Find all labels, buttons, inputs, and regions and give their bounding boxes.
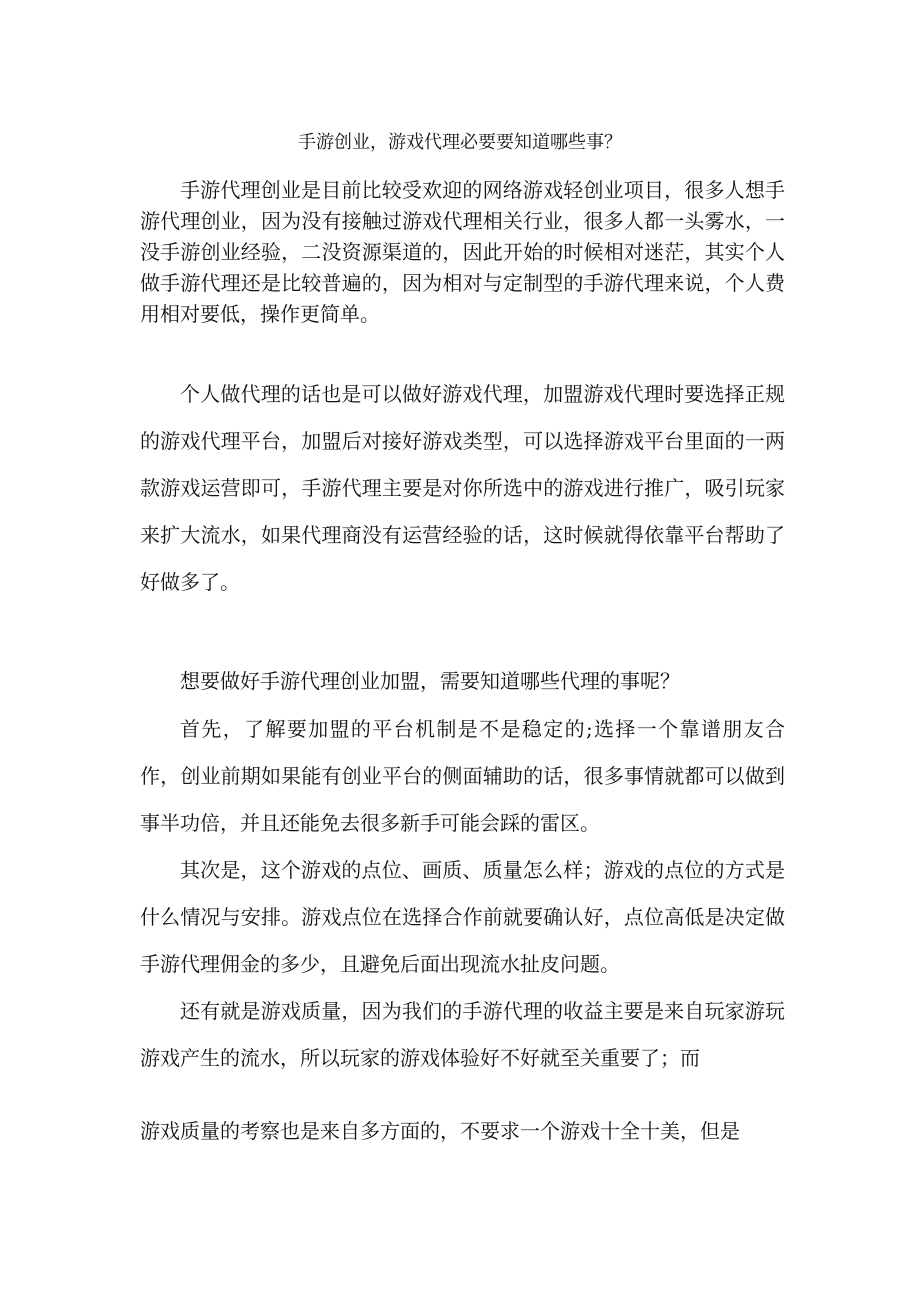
paragraph-question: 想要做好手游代理创业加盟，需要知道哪些代理的事呢？ (180, 669, 680, 693)
document-title: 手游创业，游戏代理必要要知道哪些事？ (298, 132, 622, 153)
paragraph-second: 其次是，这个游戏的点位、画质、质量怎么样；游戏的点位的方式是什么情况与安排。游戏点位在选择合作前就要确认好，点位高低是决定做手游代理佣金的多少，且避免后面出现流水扯皮问题。 (140, 858, 785, 976)
paragraph-third: 还有就是游戏质量，因为我们的手游代理的收益主要是来自玩家游玩游戏产生的流水，所以玩家的游戏体验好不好就至关重要了；而 (140, 999, 785, 1070)
paragraph-intro: 手游代理创业是目前比较受欢迎的网络游戏轻创业项目，很多人想手游代理创业，因为没有接触过游戏代理相关行业，很多人都一头雾水，一没手游创业经验，二没资源渠道的，因此开始的时候相对迷茫，其实个人做手游代理还是比较普遍的，因为相对与定制型的手游代理来说，个人费用相对要低，操作更简单。 (140, 178, 785, 326)
paragraph-first: 首先，了解要加盟的平台机制是不是稳定的;选择一个靠谱朋友合作，创业前期如果能有创业平台的侧面辅助的话，很多事情就都可以做到事半功倍，并且还能免去很多新手可能会踩的雷区。 (140, 717, 785, 835)
paragraph-continuation: 游戏质量的考察也是来自多方面的，不要求一个游戏十全十美，但是 (140, 1119, 740, 1143)
paragraph-personal-agent: 个人做代理的话也是可以做好游戏代理，加盟游戏代理时要选择正规的游戏代理平台，加盟后对接好游戏类型，可以选择游戏平台里面的一两款游戏运营即可，手游代理主要是对你所选中的游戏进行推广，吸引玩家来扩大流水，如果代理商没有运营经验的话，这时候就得依靠平台帮助了好做多了。 (140, 382, 785, 594)
